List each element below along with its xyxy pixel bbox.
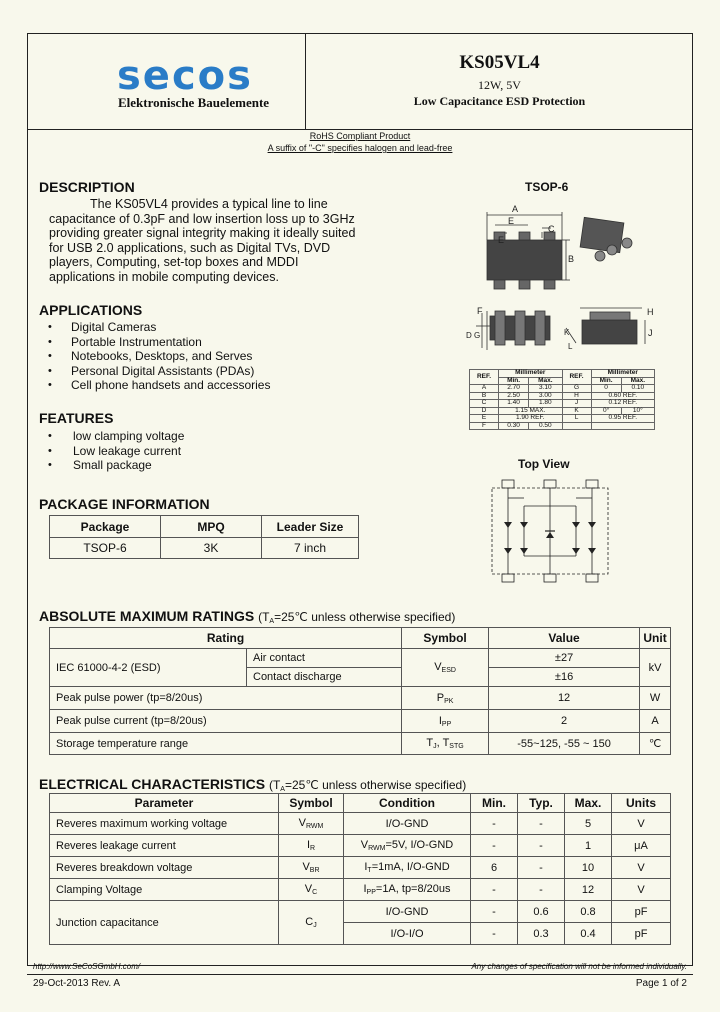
- list-item: • Low leakage current: [48, 444, 184, 459]
- table-cell: Junction capacitance: [50, 901, 279, 945]
- part-number: KS05VL4: [459, 52, 540, 73]
- table-cell: Peak pulse current (tp=8/20us): [50, 710, 402, 733]
- footer-divider: [27, 974, 693, 975]
- table-cell: 0.60 REF.: [591, 392, 655, 400]
- table-cell: ±16: [489, 668, 640, 687]
- part-rating: 12W, 5V: [478, 78, 521, 92]
- table-row: [50, 813, 671, 835]
- table-cell: C: [470, 400, 499, 408]
- dim-label-d: D: [466, 331, 472, 340]
- dim-label-f: F: [477, 306, 483, 316]
- footer-url[interactable]: http://www.SeCoSGmbH.com/: [33, 962, 141, 971]
- table-cell: 0.50: [529, 422, 562, 430]
- table-cell: I/O-GND: [344, 813, 471, 835]
- footer-notice: Any changes of specification will not be informed individually.: [471, 962, 687, 971]
- table-cell: 10°: [621, 407, 654, 415]
- table-cell: 0°: [591, 407, 621, 415]
- table-cell: 0.6: [518, 901, 565, 923]
- dim-header: Millimeter: [591, 370, 655, 378]
- table-header: MPQ: [161, 516, 262, 538]
- dim-header: Min.: [591, 377, 621, 385]
- table-header: Value: [489, 628, 640, 649]
- table-cell: -: [471, 879, 518, 901]
- table-cell: D: [470, 407, 499, 415]
- table-cell: A: [470, 385, 499, 393]
- features-heading: FEATURES: [39, 410, 114, 426]
- table-cell: Air contact: [247, 649, 402, 668]
- abs-max-condition: ($T_A=25℃$ unless otherwise specified): [258, 610, 456, 625]
- table-cell: ±27: [489, 649, 640, 668]
- table-cell: Reveres breakdown voltage: [50, 857, 279, 879]
- table-cell: $P_{PK}$: [402, 687, 489, 710]
- table-cell: $I_T=1mA$, I/O-GND: [344, 857, 471, 879]
- table-cell: 3K: [161, 538, 262, 559]
- applications-heading: APPLICATIONS: [39, 302, 143, 318]
- table-cell: -55~125, -55 ~ 150: [489, 733, 640, 755]
- table-cell: I/O-I/O: [344, 923, 471, 945]
- electrical-heading-row: [39, 776, 466, 793]
- table-cell: 5: [565, 813, 612, 835]
- package-outline-drawing: [462, 198, 662, 363]
- features-list: [48, 429, 184, 473]
- dim-header: Min.: [499, 377, 529, 385]
- table-cell: [562, 422, 591, 430]
- table-header: Units: [612, 794, 671, 813]
- table-cell: E: [470, 415, 499, 423]
- table-cell: V: [612, 857, 671, 879]
- table-cell: 2.70: [499, 385, 529, 393]
- table-cell: -: [518, 813, 565, 835]
- dim-label-e2: E: [498, 235, 505, 245]
- table-cell: 3.10: [529, 385, 562, 393]
- table-header: Symbol: [402, 628, 489, 649]
- table-cell: I/O-GND: [344, 901, 471, 923]
- table-cell: $I_{PP}=1A$, tp=8/20us: [344, 879, 471, 901]
- table-cell: 12: [565, 879, 612, 901]
- table-header: Leader Size: [262, 516, 359, 538]
- dim-label-g: G: [474, 331, 481, 340]
- package-info-table: [49, 515, 359, 559]
- electrical-condition: ($T_A=25℃$ unless otherwise specified): [268, 778, 467, 793]
- table-cell: 1: [565, 835, 612, 857]
- top-view-schematic: [488, 478, 612, 594]
- table-cell: G: [562, 385, 591, 393]
- dim-header: REF.: [470, 370, 499, 385]
- table-cell: [591, 422, 655, 430]
- table-header: Max.: [565, 794, 612, 813]
- table-row: [50, 733, 671, 755]
- table-cell: 2: [489, 710, 640, 733]
- table-row: [50, 687, 671, 710]
- table-cell: 3.00: [529, 392, 562, 400]
- dim-label-h: H: [647, 307, 654, 317]
- table-cell: $V_C$: [279, 879, 344, 901]
- table-cell: 0: [591, 385, 621, 393]
- table-cell: B: [470, 392, 499, 400]
- table-row: [470, 385, 655, 393]
- table-row: [470, 400, 655, 408]
- table-cell: 0.95 REF.: [591, 415, 655, 423]
- table-header: Condition: [344, 794, 471, 813]
- table-row: [50, 649, 671, 668]
- table-row: [50, 835, 671, 857]
- dimension-table: [469, 369, 655, 430]
- top-view-label: Top View: [518, 457, 570, 471]
- table-cell: H: [562, 392, 591, 400]
- table-header: Package: [50, 516, 161, 538]
- table-cell: 0.8: [565, 901, 612, 923]
- table-cell: 1.90 REF.: [499, 415, 563, 423]
- table-cell: Clamping Voltage: [50, 879, 279, 901]
- table-cell: A: [640, 710, 671, 733]
- table-row: [50, 879, 671, 901]
- table-cell: Contact discharge: [247, 668, 402, 687]
- table-cell: kV: [640, 649, 671, 687]
- rohs-line: RoHS Compliant Product: [309, 131, 411, 141]
- table-row: [470, 422, 655, 430]
- table-cell: 2.50: [499, 392, 529, 400]
- table-cell: -: [471, 813, 518, 835]
- table-cell: $T_J$, $T_{STG}$: [402, 733, 489, 755]
- dim-label-l: L: [568, 342, 573, 351]
- table-cell: μA: [612, 835, 671, 857]
- table-cell: 1.15 MAX.: [499, 407, 563, 415]
- company-logo: secos: [117, 53, 253, 99]
- dim-label-e1: E: [508, 216, 515, 226]
- table-cell: $C_J$: [279, 901, 344, 945]
- table-cell: ℃: [640, 733, 671, 755]
- table-cell: 1.80: [529, 400, 562, 408]
- table-header: Unit: [640, 628, 671, 649]
- dim-label-b: B: [568, 254, 575, 264]
- applications-list: [48, 320, 270, 393]
- abs-max-heading-row: [39, 608, 455, 625]
- table-row: [50, 710, 671, 733]
- table-header: Min.: [471, 794, 518, 813]
- table-cell: $V_{RWM}=5V$, I/O-GND: [344, 835, 471, 857]
- dim-label-c: C: [548, 224, 555, 234]
- table-cell: J: [562, 400, 591, 408]
- electrical-table: [49, 793, 671, 945]
- package-figure-label: TSOP-6: [525, 180, 569, 194]
- header-divider: [27, 129, 693, 130]
- table-cell: -: [518, 879, 565, 901]
- table-cell: 0.4: [565, 923, 612, 945]
- dim-header: Max.: [621, 377, 654, 385]
- company-tagline: Elektronische Bauelemente: [118, 95, 270, 110]
- table-cell: Reveres leakage current: [50, 835, 279, 857]
- list-item: • low clamping voltage: [48, 429, 184, 444]
- table-row: [50, 857, 671, 879]
- table-cell: pF: [612, 923, 671, 945]
- table-cell: Peak pulse power (tp=8/20us): [50, 687, 402, 710]
- list-item: • Personal Digital Assistants (PDAs): [48, 364, 270, 379]
- table-cell: V: [612, 813, 671, 835]
- package-info-heading: PACKAGE INFORMATION: [39, 496, 210, 512]
- description-heading: DESCRIPTION: [39, 179, 135, 195]
- table-cell: -: [471, 835, 518, 857]
- table-cell: $V_{ESD}$: [402, 649, 489, 687]
- abs-max-heading: ABSOLUTE MAXIMUM RATINGS: [39, 608, 255, 624]
- table-cell: 10: [565, 857, 612, 879]
- table-cell: $V_{BR}$: [279, 857, 344, 879]
- table-cell: pF: [612, 901, 671, 923]
- table-cell: -: [471, 923, 518, 945]
- electrical-heading: ELECTRICAL CHARACTERISTICS: [39, 776, 266, 792]
- table-cell: 0.30: [499, 422, 529, 430]
- table-header: Rating: [50, 628, 402, 649]
- table-row: [470, 415, 655, 423]
- table-cell: $V_{RWM}$: [279, 813, 344, 835]
- table-cell: 0.12 REF.: [591, 400, 655, 408]
- table-cell: K: [562, 407, 591, 415]
- table-cell: -: [518, 857, 565, 879]
- list-item: • Digital Cameras: [48, 320, 270, 335]
- list-item: • Cell phone handsets and accessories: [48, 378, 270, 393]
- footer-page-number: Page 1 of 2: [635, 978, 687, 989]
- table-cell: $I_{PP}$: [402, 710, 489, 733]
- table-cell: 1.40: [499, 400, 529, 408]
- list-item: • Notebooks, Desktops, and Serves: [48, 349, 270, 364]
- table-cell: $I_R$: [279, 835, 344, 857]
- table-cell: 7 inch: [262, 538, 359, 559]
- dim-label-a: A: [512, 204, 519, 214]
- table-cell: V: [612, 879, 671, 901]
- dim-label-j: J: [648, 328, 653, 338]
- table-cell: Storage temperature range: [50, 733, 402, 755]
- dim-header: REF.: [562, 370, 591, 385]
- dim-header: Millimeter: [499, 370, 563, 378]
- halogen-line: A suffix of "-C" specifies halogen and lead-free: [267, 143, 453, 153]
- table-header: Parameter: [50, 794, 279, 813]
- table-cell: -: [518, 835, 565, 857]
- list-item: • Portable Instrumentation: [48, 335, 270, 350]
- table-cell: 0.10: [621, 385, 654, 393]
- table-header: Typ.: [518, 794, 565, 813]
- table-row: [50, 901, 671, 923]
- part-description-title: Low Capacitance ESD Protection: [413, 94, 586, 108]
- list-item: • Small package: [48, 458, 184, 473]
- table-cell: F: [470, 422, 499, 430]
- table-cell: -: [471, 901, 518, 923]
- table-cell: 12: [489, 687, 640, 710]
- footer-date-revision: 29-Oct-2013 Rev. A: [33, 978, 121, 989]
- table-cell: 0.3: [518, 923, 565, 945]
- table-cell: Reveres maximum working voltage: [50, 813, 279, 835]
- table-cell: L: [562, 415, 591, 423]
- dim-header: Max.: [529, 377, 562, 385]
- table-cell: IEC 61000-4-2 (ESD): [50, 649, 247, 687]
- table-cell: W: [640, 687, 671, 710]
- table-cell: TSOP-6: [50, 538, 161, 559]
- table-cell: 6: [471, 857, 518, 879]
- table-header: Symbol: [279, 794, 344, 813]
- abs-max-table: [49, 627, 671, 755]
- dim-label-k: K: [564, 328, 570, 337]
- description-text: The KS05VL4 provides a typical line to line capacitance of 0.3pF and low insertion loss up to 3GHz providing greater signal integrity making it ideally suited for USB 2.0 applications, such as Digital TVs, DVD players, Computing, set-top boxes and MDDI applications in mobile computing devices.: [49, 197, 356, 284]
